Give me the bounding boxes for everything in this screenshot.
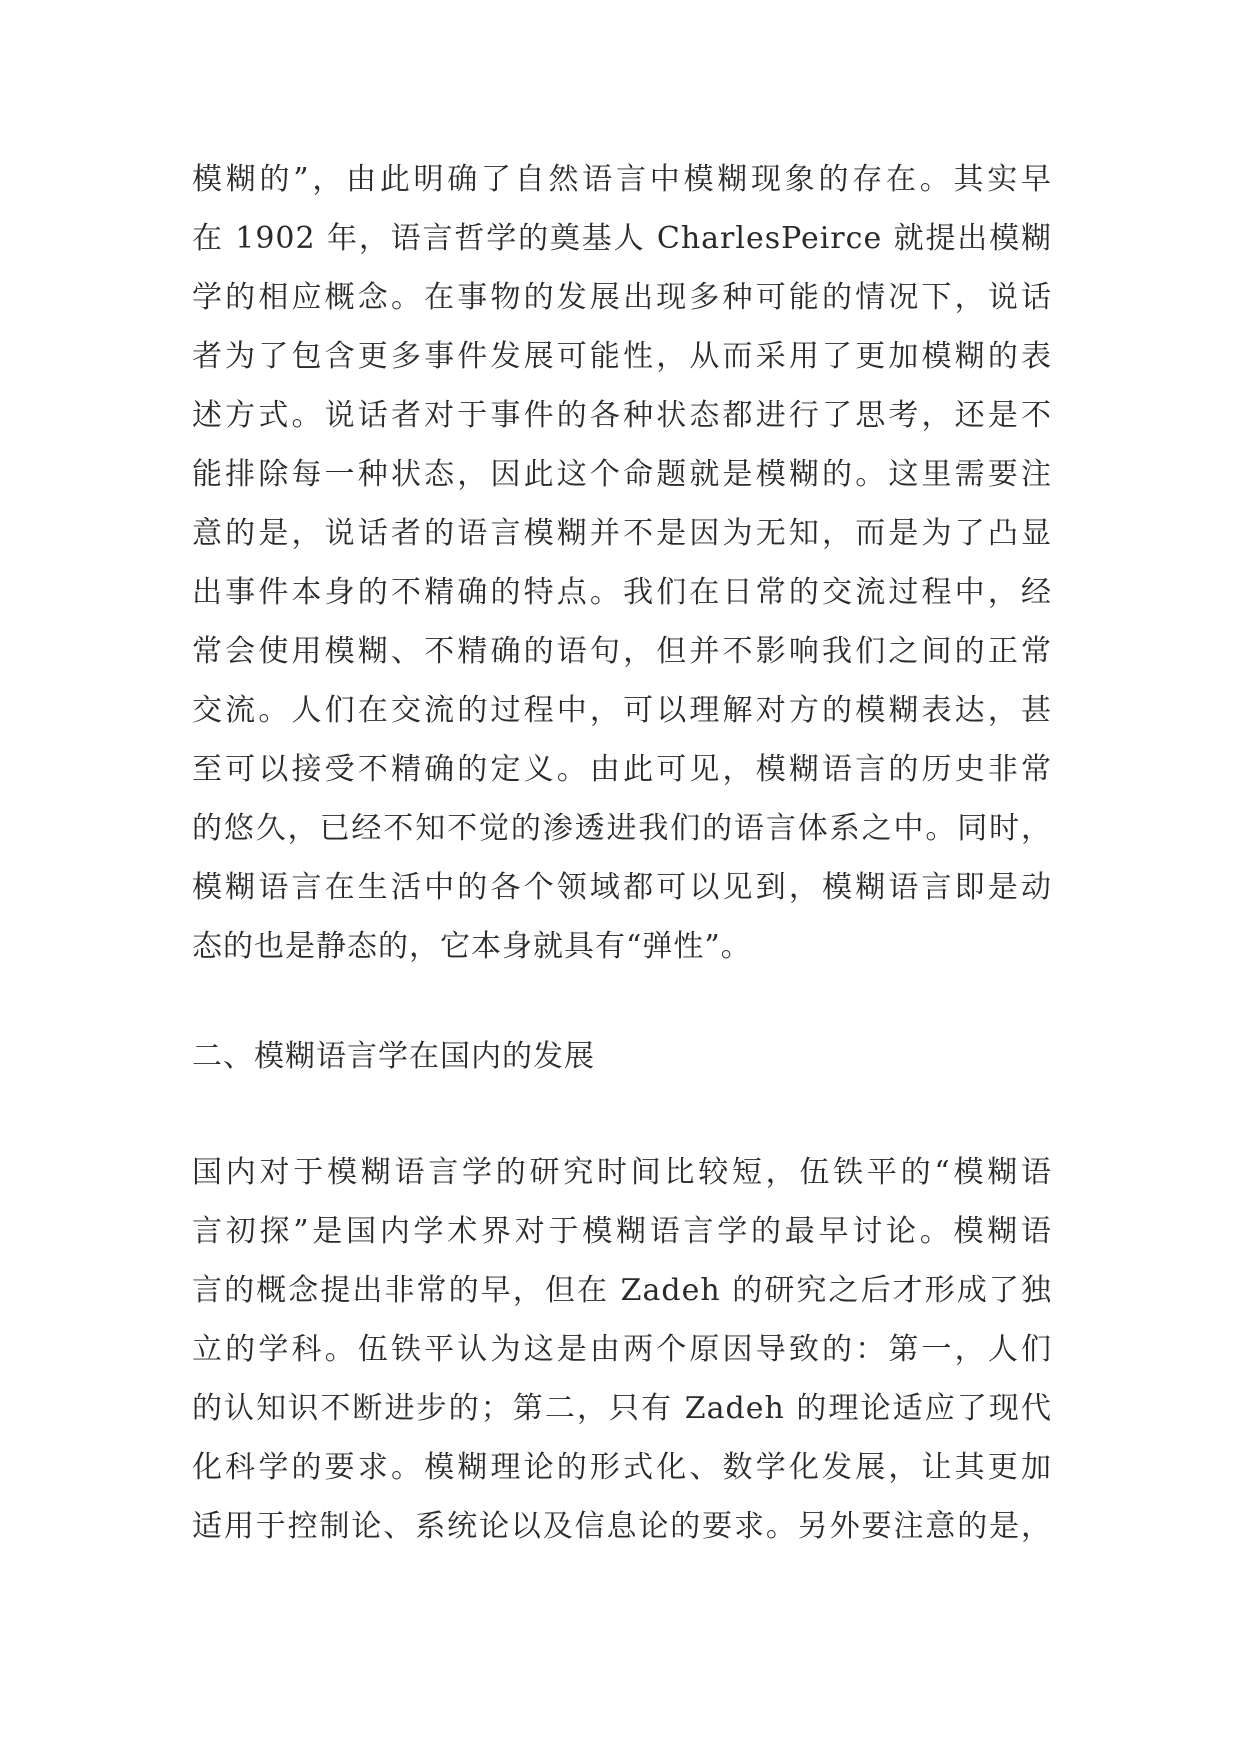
text-line: 言初探”是国内学术界对于模糊语言学的最早讨论。模糊语 <box>192 1214 1052 1249</box>
text-line: 适用于控制论、系统论以及信息论的要求。另外要注意的是， <box>192 1509 1052 1544</box>
text-line: 化科学的要求。模糊理论的形式化、数学化发展，让其更加 <box>192 1450 1052 1485</box>
text-line: 能排除每一种状态，因此这个命题就是模糊的。这里需要注 <box>192 457 1052 492</box>
text-line: 者为了包含更多事件发展可能性，从而采用了更加模糊的表 <box>192 339 1052 374</box>
text-line: 意的是，说话者的语言模糊并不是因为无知，而是为了凸显 <box>192 516 1052 551</box>
section-heading: 二、模糊语言学在国内的发展 <box>192 1039 595 1074</box>
text-line: 态的也是静态的，它本身就具有“弹性”。 <box>192 929 752 964</box>
text-line: 在 1902 年，语言哲学的奠基人 CharlesPeirce 就提出模糊 <box>192 221 1052 256</box>
text-line: 出事件本身的不精确的特点。我们在日常的交流过程中，经 <box>192 575 1052 610</box>
text-line: 模糊语言在生活中的各个领域都可以见到，模糊语言即是动 <box>192 870 1052 905</box>
text-line: 立的学科。伍铁平认为这是由两个原因导致的：第一，人们 <box>192 1332 1052 1367</box>
text-line: 学的相应概念。在事物的发展出现多种可能的情况下，说话 <box>192 280 1052 315</box>
text-line: 模糊的”，由此明确了自然语言中模糊现象的存在。其实早 <box>192 162 1052 197</box>
text-line: 国内对于模糊语言学的研究时间比较短，伍铁平的“模糊语 <box>192 1155 1052 1190</box>
text-line: 言的概念提出非常的早，但在 Zadeh 的研究之后才形成了独 <box>192 1273 1052 1308</box>
text-line: 至可以接受不精确的定义。由此可见，模糊语言的历史非常 <box>192 752 1052 787</box>
text-line: 的认知识不断进步的；第二，只有 Zadeh 的理论适应了现代 <box>192 1391 1052 1426</box>
text-line: 交流。人们在交流的过程中，可以理解对方的模糊表达，甚 <box>192 693 1052 728</box>
text-line: 述方式。说话者对于事件的各种状态都进行了思考，还是不 <box>192 398 1052 433</box>
text-line: 常会使用模糊、不精确的语句，但并不影响我们之间的正常 <box>192 634 1052 669</box>
text-line: 的悠久，已经不知不觉的渗透进我们的语言体系之中。同时， <box>192 811 1052 846</box>
